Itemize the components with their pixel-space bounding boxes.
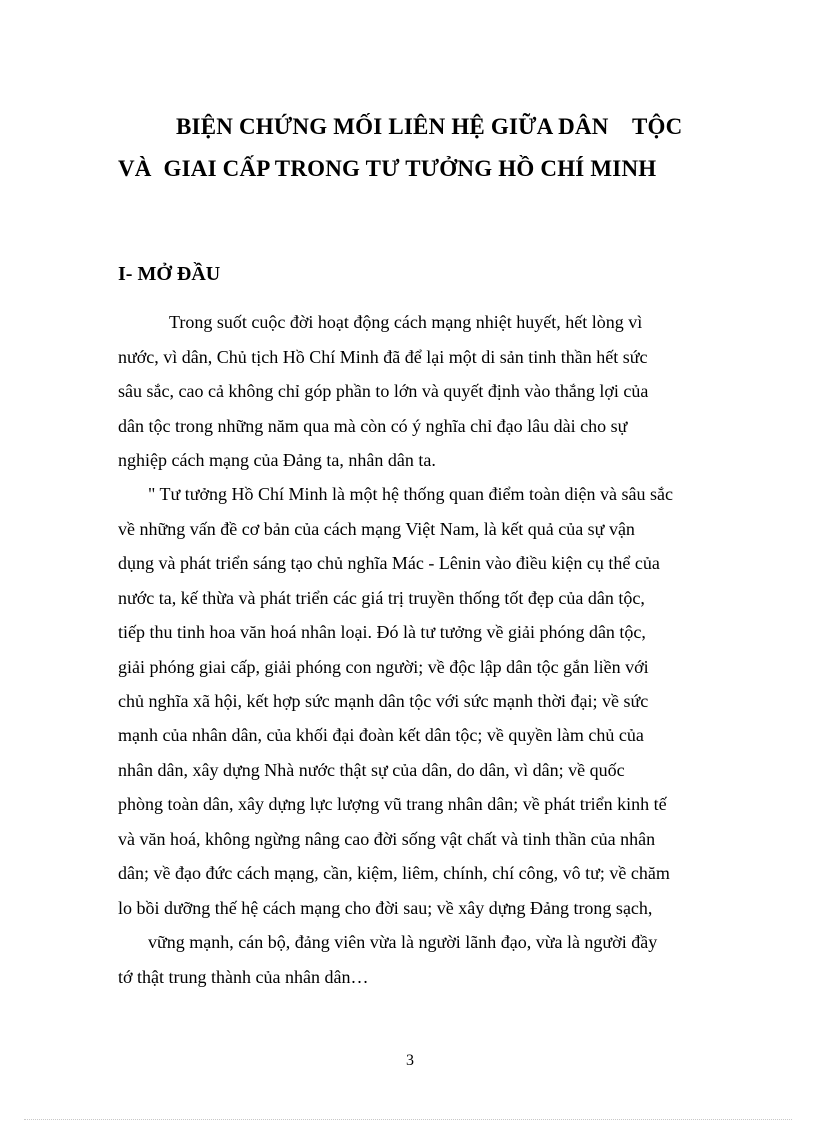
- paragraph-2-line: về những vấn đề cơ bản của cách mạng Việt Nam, là kết quả của sự vận: [118, 519, 635, 539]
- section-heading: I- MỞ ĐẦU: [118, 263, 221, 285]
- paragraph-2-line: dân; về đạo đức cách mạng, cần, kiệm, liêm, chính, chí công, vô tư; về chăm: [118, 863, 670, 883]
- page-bottom-divider: [24, 1119, 792, 1120]
- paragraph-2-line: nước ta, kế thừa và phát triển các giá trị truyền thống tốt đẹp của dân tộc,: [118, 588, 645, 608]
- document-title-line-1: BIỆN CHỨNG MỐI LIÊN HỆ GIỮA DÂN TỘC: [176, 114, 683, 139]
- paragraph-2-line: tiếp thu tinh hoa văn hoá nhân loại. Đó là tư tưởng về giải phóng dân tộc,: [118, 622, 646, 642]
- paragraph-1-line: dân tộc trong những năm qua mà còn có ý nghĩa chỉ đạo lâu dài cho sự: [118, 416, 628, 436]
- paragraph-2-line: dụng và phát triển sáng tạo chủ nghĩa Mác - Lênin vào điều kiện cụ thể của: [118, 553, 660, 573]
- paragraph-2-line: tớ thật trung thành của nhân dân…: [118, 967, 369, 987]
- paragraph-2-line: và văn hoá, không ngừng nâng cao đời sống vật chất và tinh thần của nhân: [118, 829, 656, 849]
- paragraph-2-line: vững mạnh, cán bộ, đảng viên vừa là người lãnh đạo, vừa là người đầy: [148, 932, 658, 952]
- paragraph-1-line: nghiệp cách mạng của Đảng ta, nhân dân ta.: [118, 450, 436, 470]
- paragraph-2-line: phòng toàn dân, xây dựng lực lượng vũ trang nhân dân; về phát triển kinh tế: [118, 794, 667, 814]
- paragraph-2-line: nhân dân, xây dựng Nhà nước thật sự của dân, do dân, vì dân; về quốc: [118, 760, 625, 780]
- paragraph-2-line: chủ nghĩa xã hội, kết hợp sức mạnh dân tộc với sức mạnh thời đại; về sức: [118, 691, 649, 711]
- paragraph-2-line: mạnh của nhân dân, của khối đại đoàn kết dân tộc; về quyền làm chủ của: [118, 725, 644, 745]
- paragraph-2-line: " Tư tưởng Hồ Chí Minh là một hệ thống quan điểm toàn diện và sâu sắc: [148, 484, 673, 504]
- paragraph-1-line: sâu sắc, cao cả không chỉ góp phần to lớn và quyết định vào thắng lợi của: [118, 381, 649, 401]
- paragraph-2-line: giải phóng giai cấp, giải phóng con người; về độc lập dân tộc gắn liền với: [118, 657, 649, 677]
- page-number: 3: [406, 1052, 414, 1069]
- paragraph-1-line: nước, vì dân, Chủ tịch Hồ Chí Minh đã để lại một di sản tinh thần hết sức: [118, 347, 648, 367]
- paragraph-1-line: Trong suốt cuộc đời hoạt động cách mạng nhiệt huyết, hết lòng vì: [169, 312, 643, 332]
- paragraph-2-line: lo bồi dưỡng thế hệ cách mạng cho đời sau; về xây dựng Đảng trong sạch,: [118, 898, 653, 918]
- document-title-line-2: VÀ GIAI CẤP TRONG TƯ TƯỞNG HỒ CHÍ MINH: [118, 156, 657, 181]
